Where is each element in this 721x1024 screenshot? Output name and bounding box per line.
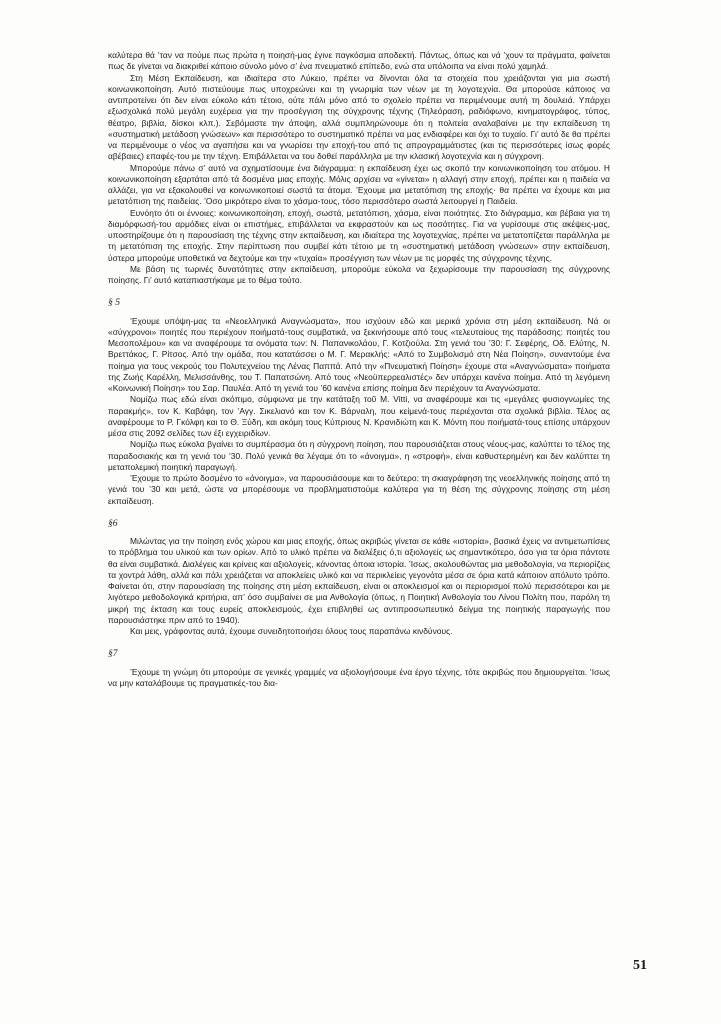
paragraph: Νομίζω πως εύκολα βγαίνει το συμπέρασμα ότι η σύγχρονη ποίηση, που παρουσιάζεται στους νέους-μας, καλύπτει το τέλος της παραδοσιακής και τη γενιά του ’30. Πολύ γενικά θα λέγαμε ότι το «άνοιγμα», η «στροφή», είναι καθυστερημένη και δεν καλύπτει τη μεταπολεμική ποιητική παραγωγή. <box>108 439 610 472</box>
page-number: 51 <box>633 958 647 973</box>
paragraph: Μιλώντας για την ποίηση ενός χώρου και μιας εποχής, όπως ακριβώς γίνεται σε κάθε «ιστορία», βασικά έχεις να αντιμετωπίσεις το πρόβλημα του υλικού και των ορίων. Από το υλικό πρέπει να διαλέξεις ό,τι αξιολογείς ως σημαντικότερο, όσο για τα όρια πάντοτε θα είναι συμβατικά. Διαλέγεις και κρίνεις και αξιολογείς, κάνοντας όποια ιστορία. ’Ισως, ακολουθώντας μια μεθοδολογία, να περιορίζεις τα χοντρά λάθη, αλλά και πάλι χρειάζεται να αποκλείεις υλικό και να περικλείεις γεγονότα μέσα σε όρια κατά κάποιον απόλυτο τρόπο. Φαίνεται ότι, στην παρουσίαση της ποίησης στη μέση εκπαίδευση, είναι οι αποκλεισμοί και οι περιορισμοί πολύ περισσότεροι και με λιγότερο μεθοδολογικά κριτήρια, απ’ όσο συμβαίνει σε μια Ανθολογία (όπως, η Ποιητική Ανθολογία του Λίνου Πολίτη που, παρόλη τη μικρή της έκταση και τους ευρείς αποκλεισμούς, έχει επιβληθεί ως αντιπροσωπευτικό δείγμα της ποιητικής παραγωγής που παρουσιάστηκε πριν από το 1940). <box>108 536 610 625</box>
paragraph: Μπορούμε πάνω σ’ αυτό να σχηματίσουμε ένα διάγραμμα: η εκπαίδευση έχει ως σκοπό την κοινωνικοποίηση του ατόμου. Η κοινωνικοποίηση εξαρτάται από τά δοσμένα μιας εποχής. Μόλις αρχίσει να «γίνεται» η αλλαγή στην εποχή, πρέπει και η παιδεία να αλλάζει, για να εξακολουθεί να κοινωνικοποιεί σωστά τα άτομα. ’Εχουμε μια μετατόπιση της εποχής· θα πρέπει να έχουμε και μια μετατόπιση της παιδείας. ’Οσο μικρότερο είναι το χάσμα-τους, τόσο περισσότερο σωστά λειτουργεί η Παιδεία. <box>108 162 610 207</box>
paragraph: Με βάση τις τωρινές δυνατότητες στην εκπαίδευση, μπορούμε εύκολα να ξεχωρίσουμε την παρουσίαση της σύγχρονης ποίησης. Γι’ αυτό καταπιαστήκαμε με το θέμα τούτο. <box>108 263 610 285</box>
paragraph: Και μεις, γράφοντας αυτά, έχουμε συνειδητοποιήσει όλους τους παραπάνω κινδύνους. <box>130 626 453 636</box>
paragraph: καλύτερα θά ’ταν να πούμε πως πρώτα η ποιησή-μας έγινε παγκόσμια αποδεκτή. Πάντως, όπως και νά ’χουν τα πράγματα, φαίνεται πως δε γίνεται να διακριθεί κάποιο σύνολο μόνο σ’ ένα πνευματικό επίπεδο, ενώ στα υπόλοιπα να είναι πολύ χαμηλά. <box>108 50 610 72</box>
section-7-heading: §7 <box>108 649 118 660</box>
paragraph: Νομίζω πως εδώ είναι σκόπιμο, σύμφωνα με την κατάταξη τοῦ M. Vitti, να αναφέρουμε και τις «μεγάλες φυσιογνωμίες της παρακμής», τον Κ. Καβάφη, τον ’Αγγ. Σικελιανό και τον Κ. Βάρναλη, που κείμενά-τους περιέχονται στα σχολικά βιβλία. Τέλος ας αναφέρουμε το Ρ. Γκόλφη και το Θ. Ξύδη, και ακόμη τους Κύπριους Ν. Κρανιδιώτη και Κ. Μόντη που ποιήματά-τους επίσης υπάρχουν μέσα στις 2092 σελίδες των έξι εγχειριδίων. <box>108 394 610 438</box>
paragraph: Στη Μέση Εκπαίδευση, και ιδιαίτερα στο Λύκειο, πρέπει να δίνονται όλα τα στοιχεία που χρειάζονται για μια σωστή κοινωνικοποίηση. Αυτό πιστεύουμε πως υποχρεώνει και τη γνωριμία των νέων με τη λογοτεχνία. Θα μπορούσε κάποιος να αντιπροτείνει ότι δεν είναι εύκολο κάτι τέτοιο, ούτε πάλι μόνο από το σχολείο πρέπει να περιμένουμε αυτή τη δουλειά. Υπάρχει εξωσχολικά πολύ μεγάλη ευχέρεια για την προσέγγιση της σύγχρονης τέχνης (Τηλεόραση, ραδιόφωνο, κινηματογράφος, τύπος, θέατρο, βιβλία, δίσκοι κλπ.). Σεβόμαστε την άποψη, αλλά συμπληρώνουμε ότι η πολιτεία αναλαβαίνει με την εκπαίδευση τη «συστηματική μετάδοση γνώσεων» και περισσότερο το συστηματικό πρέπει να μας ενδιαφέρει και όχι το τυχαίο. Γι’ αυτό δε θα πρέπει να περιμένουμε ο νέος να αγαπήσει και να γνωρίσει την εποχή-του από τις απρογραμμάτιστες (και τις περισσότερες ίσως φορές αβέβαιες) επαφές-του με την τέχνη. Επιβάλλεται να του δοθεί παράλληλα με την κλασική λογοτεχνία και η σύγχρονη. <box>108 72 610 162</box>
paragraph: Ευνόητο ότι οι έννοιες: κοινωνικοποίηση, εποχή, σωστά, μετατόπιση, χάσμα, είναι ποιότητες. Στο διάγραμμα, και βέβαια για τη διαμόρφωσή-του αρμόδιες είναι οι επιστήμες, επιβάλλεται να εκφραστούν και ως ποσότητες. Για να γυρίσουμε στις ακέψεις-μας, υποστηρίζουμε ότι η παρουσίαση της τέχνης στην εκπαίδευση, και ιδιαίτερα της λογοτεχνίας, πρέπει να μετατοπίζεται παράλληλα με τη μετατόπιση της εποχής. Στην περίπτωση που συμβεί κάτι τέτοιο με τη «συστηματική μετάδοση γνώσεων» στην εκπαίδευση, ύστερα μπορούμε υποθετικά να δεχτούμε και την «τυχαία» προσέγγιση των νέων με τις μορφές της σύγχρονης τέχνης. <box>108 207 610 263</box>
paragraph: ’Εχουμε το πρώτο δοσμένο το «άνοιγμα», να παρουσιάσουμε και το δεύτερο: τη σκιαγράφηση της νεοελληνικής ποίησης από τη γενιά του ’30 και μετά, ώστε να μπορέσουμε να προβληματιστούμε καλύτερα για τη θέση της σύγχρονης ποίησης στη μέση εκπαίδευση. <box>108 473 610 506</box>
paragraph: ’Εχουμε υπόψη-μας τα «Νεοελληνικά Αναγνώσματα», που ισχύουν εδώ και μερικά χρόνια στη μέση εκπαίδευση. Νά οι «σύγχρονοι» ποιητές που περιέχουν ποιήματά-τους συμβατικά, να ξεκινήσουμε από τους «τελευταίους της παράδοσης: ποιητές του Μεσοπολέμου» και να αναφέρουμε τα ονόματα των: Ν. Παπανικολάου, Γ. Κοτζιούλα. Στη γενιά του ’30: Γ. Σεφέρης, Οδ. Ελύτης, Ν. Βρεττάκος, Γ. Ρίτσος. Από την ομάδα, που κατατάσσει ο Μ. Γ. Μερακλής: «Από το Συμβολισμό στη Νέα Ποίηση», συναντούμε ένα ποίημα για τους νεκρούς του Πολυτεχνείου της Λένας Παππά. Από την «Πνευματική Ποίηση» έχουμε στα «Αναγνώσματα» ποιήματα της Ζωής Καρέλλη, Μελισσάνθης, του Τ. Παπατσώνη. Από τους «Νεοϋπερρεαλιστές» δεν υπάρχει κανένα ποίημα. Από τη λεγόμενη «Κοινωνική Ποίηση» του Σαρ. Παυλέα. Από τη γενιά του ’60 κανένα επίσης ποίημα δεν περιέχουν τα Αναγνώσματα. <box>108 315 610 393</box>
section-5-heading: § 5 <box>108 298 121 309</box>
section-6-heading: §6 <box>108 518 118 529</box>
paragraph: ’Εχουμε τη γνώμη ότι μπορούμε σε γενικές γραμμές να αξιολογήσουμε ένα έργο τέχνης, τότε ακριβώς που δημιουργείται. ’Ισως να μην καταλάβουμε τις πραγματικές-του δια- <box>108 666 610 688</box>
text-column <box>108 50 610 689</box>
